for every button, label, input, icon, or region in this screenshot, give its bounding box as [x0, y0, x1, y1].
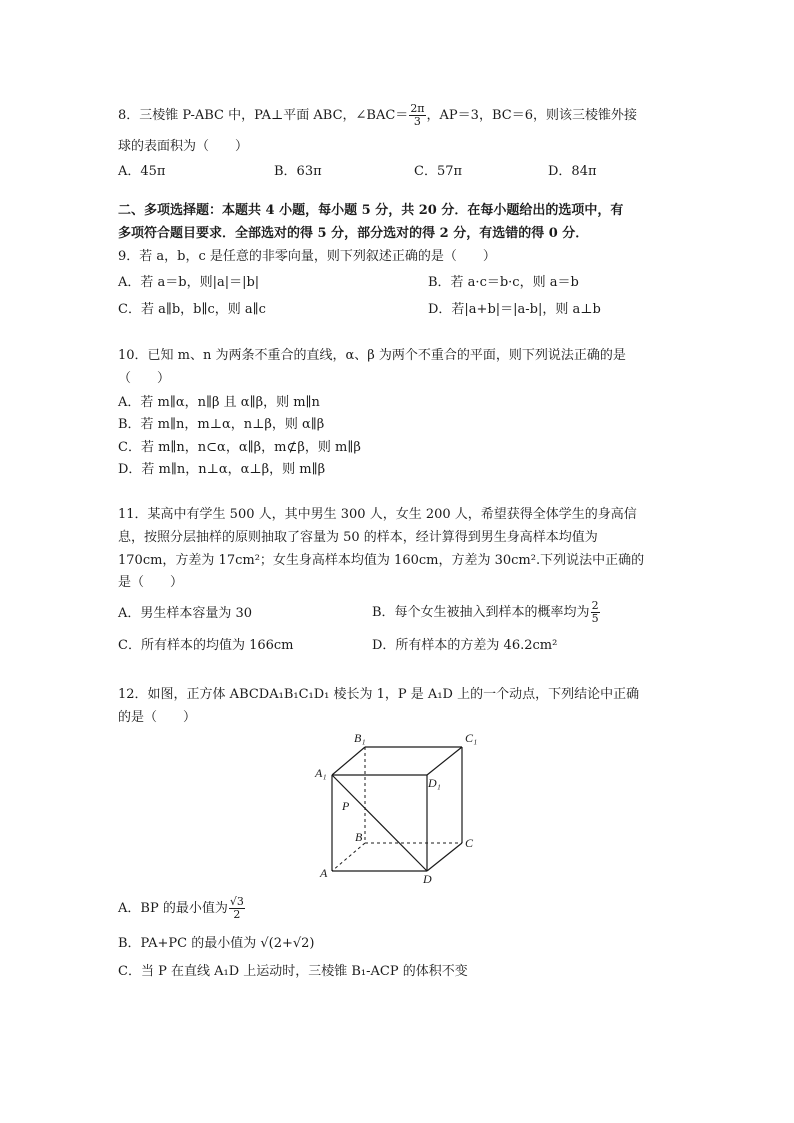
label-b: B — [355, 830, 363, 844]
q12-frac-num: √3 — [229, 895, 244, 908]
q8-line2: 球的表面积为（ ） — [118, 139, 249, 154]
label-a: A — [320, 866, 328, 880]
label-d1: D₁ — [428, 776, 441, 790]
q9-option-c[interactable]: C．若 a∥b，b∥c，则 a∥c — [118, 302, 266, 317]
q12-option-c[interactable]: C．当 P 在直线 A₁D 上运动时，三棱锥 B₁-ACP 的体积不变 — [118, 964, 468, 979]
q11-line3: 170cm，方差为 17cm²；女生身高样本均值为 160cm，方差为 30cm².下列说法中正确的 — [118, 553, 645, 568]
q11-line4: 是（ ） — [118, 575, 184, 590]
q12-option-a[interactable] — [118, 896, 246, 921]
q8-line1-pre: 8．三棱锥 P-ABC 中，PA⊥平面 ABC，∠BAC＝ — [118, 108, 409, 123]
q9-option-a[interactable]: A．若 a＝b，则|a|＝|b| — [118, 275, 260, 290]
q9-option-b[interactable]: B．若 a·c＝b·c，则 a＝b — [428, 275, 579, 290]
q12-option-b[interactable]: B．PA+PC 的最小值为 √(2+√2) — [118, 936, 315, 951]
q11-option-b-text: B．每个女生被抽入到样本的概率均为 — [372, 605, 590, 620]
q11-option-d[interactable]: D．所有样本的方差为 46.2cm² — [372, 638, 558, 653]
q8-line1 — [118, 103, 637, 128]
q8-option-d[interactable]: D．84π — [548, 164, 597, 179]
cube-figure — [310, 725, 510, 885]
q10-option-d[interactable]: D．若 m∥n，n⊥α，α⊥β，则 m∥β — [118, 462, 326, 477]
q8-frac-num: 2π — [410, 102, 425, 115]
q11-option-c[interactable]: C．所有样本的均值为 166cm — [118, 638, 294, 653]
section2-header-line1: 二、多项选择题：本题共 4 小题，每小题 5 分，共 20 分．在每小题给出的选项中，有 — [118, 203, 624, 218]
q8-option-a[interactable]: A．45π — [118, 164, 166, 179]
q10-option-c[interactable]: C．若 m∥n，n⊂α，α∥β，m⊄β，则 m∥β — [118, 440, 361, 455]
q12-line1: 12．如图，正方体 ABCDA₁B₁C₁D₁ 棱长为 1，P 是 A₁D 上的一个动点，下列结论中正确 — [118, 687, 640, 702]
edge-b1-a1 — [332, 747, 365, 775]
q11-frac-den: 5 — [591, 612, 599, 625]
q8-frac-den: 3 — [413, 115, 421, 128]
q10-line2: （ ） — [118, 371, 171, 386]
q11-frac-num: 2 — [591, 599, 599, 612]
q12-line2: 的是（ ） — [118, 710, 197, 725]
q8-line1-post: ，AP＝3，BC＝6，则该三棱锥外接 — [426, 108, 637, 123]
label-c: C — [465, 836, 474, 850]
edge-c1-d1 — [427, 747, 462, 775]
q9-stem: 9．若 a，b，c 是任意的非零向量，则下列叙述正确的是（ ） — [118, 249, 496, 264]
q11-option-b-fraction — [591, 600, 600, 625]
edge-d-c — [427, 843, 462, 871]
q11-option-a[interactable]: A．男生样本容量为 30 — [118, 606, 253, 621]
label-b1: B₁ — [354, 731, 366, 745]
q11-line2: 息，按照分层抽样的原则抽取了容量为 50 的样本，经计算得到男生身高样本均值为 — [118, 530, 598, 545]
q11-line1: 11．某高中有学生 500 人，其中男生 300 人，女生 200 人，希望获得全体学生的身高信 — [118, 507, 637, 522]
q8-fraction — [409, 103, 425, 128]
label-c1: C₁ — [465, 731, 478, 745]
diagonal-a1-d — [332, 775, 427, 871]
section2-header-line2: 多项符合题目要求．全部选对的得 5 分，部分选对的得 2 分，有选错的得 0 分． — [118, 226, 589, 241]
q12-option-a-fraction — [229, 896, 245, 921]
q10-line1: 10．已知 m、n 为两条不重合的直线，α、β 为两个不重合的平面，则下列说法正确的是 — [118, 348, 626, 363]
q11-option-b[interactable] — [372, 600, 601, 625]
label-a1: A₁ — [315, 766, 327, 780]
label-p: P — [342, 799, 350, 813]
q9-option-d[interactable]: D．若|a+b|＝|a-b|，则 a⊥b — [428, 302, 601, 317]
q12-option-a-text: A．BP 的最小值为 — [118, 901, 228, 916]
q10-option-a[interactable]: A．若 m∥α，n∥β 且 α∥β，则 m∥n — [118, 395, 320, 410]
hidden-edge-b-a — [332, 843, 365, 871]
q8-option-b[interactable]: B．63π — [274, 164, 322, 179]
q10-option-b[interactable]: B．若 m∥n，m⊥α，n⊥β，则 α∥β — [118, 417, 325, 432]
label-d: D — [423, 872, 432, 885]
q8-option-c[interactable]: C．57π — [414, 164, 463, 179]
q12-frac-den: 2 — [233, 908, 241, 921]
